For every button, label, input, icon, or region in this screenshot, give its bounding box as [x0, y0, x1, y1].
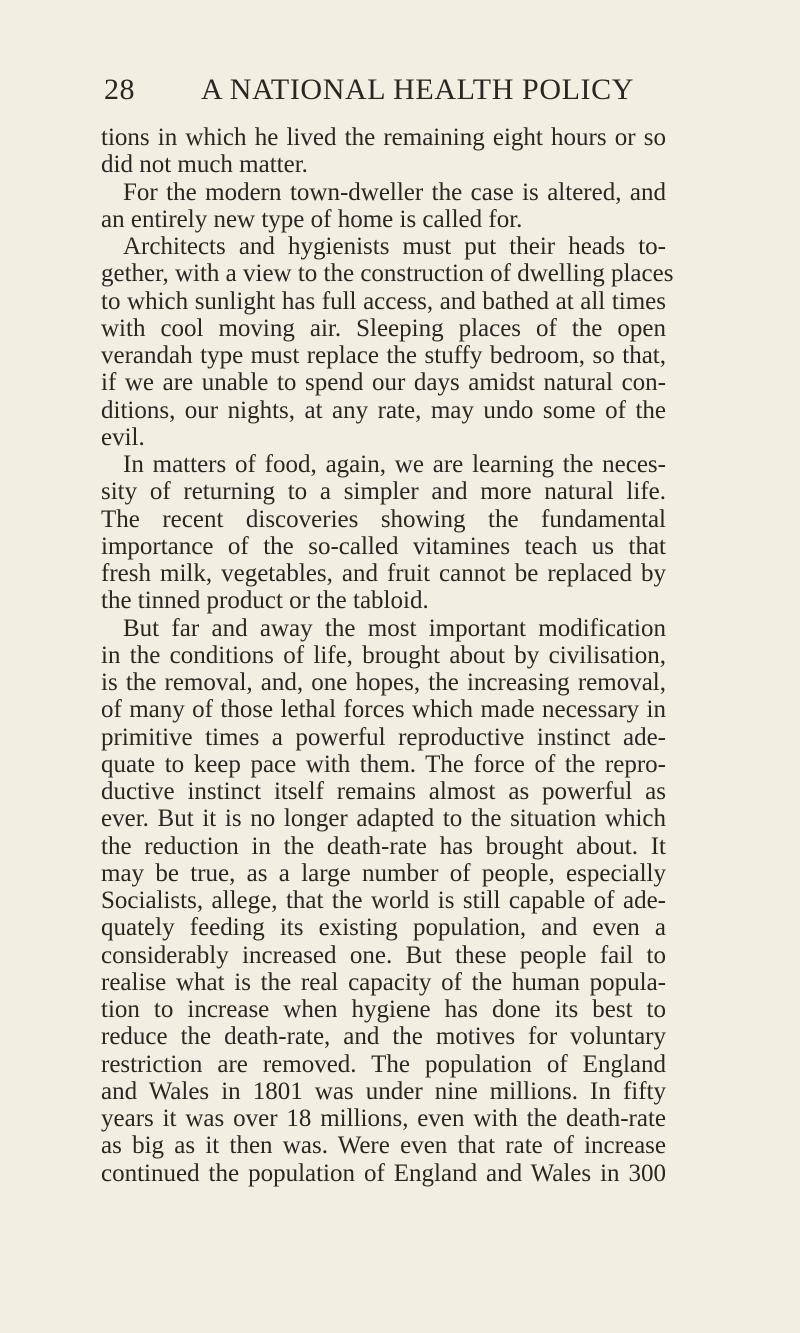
text-line: if we are unable to spend our days amidst natural con-	[101, 369, 666, 397]
text-line: to which sunlight has full access, and bathed at all times	[101, 287, 666, 315]
page-header	[104, 70, 664, 110]
text-line: evil.	[101, 423, 145, 451]
text-line: with cool moving air. Sleeping places of the open	[101, 314, 666, 342]
text-line: quate to keep pace with them. The force of the repro-	[101, 750, 666, 778]
text-line: did not much matter.	[101, 151, 308, 179]
text-line: in the conditions of life, brought about by civilisation,	[101, 641, 666, 669]
text-line: For the modern town-dweller the case is altered, and	[123, 178, 666, 206]
text-line: tion to increase when hygiene has done its best to	[101, 996, 666, 1023]
text-line: realise what is the real capacity of the human popula-	[101, 968, 666, 996]
text-line: considerably increased one. But these people fail to	[101, 941, 666, 969]
text-line: sity of returning to a simpler and more natural life.	[101, 478, 666, 506]
text-line: ever. But it is no longer adapted to the situation which	[101, 805, 666, 833]
text-line: Architects and hygienists must put their heads to-	[123, 233, 666, 260]
text-line: verandah type must replace the stuffy bedroom, so that,	[101, 342, 666, 369]
text-line: Socialists, allege, that the world is still capable of ade-	[101, 887, 666, 914]
text-line: fresh milk, vegetables, and fruit cannot be replaced by	[101, 560, 666, 587]
text-line: ductive instinct itself remains almost as powerful as	[101, 778, 666, 805]
text-line: may be true, as a large number of people, especially	[101, 859, 666, 887]
text-line: But far and away the most important modification	[123, 614, 666, 642]
text-line: continued the population of England and Wales in 300	[101, 1159, 666, 1187]
text-line: the tinned product or the tabloid.	[101, 587, 429, 615]
text-line: years it was over 18 millions, even with the death-rate	[101, 1105, 666, 1132]
text-line: primitive times a powerful reproductive instinct ade-	[101, 723, 666, 751]
text-line: gether, with a view to the construction of dwelling places	[101, 260, 674, 288]
text-line: reduce the death-rate, and the motives for voluntary	[101, 1023, 666, 1051]
text-line: restriction are removed. The population of England	[101, 1050, 666, 1078]
text-line: is the removal, and, one hopes, the increasing removal,	[101, 669, 666, 696]
running-head: A NATIONAL HEALTH POLICY	[201, 73, 634, 106]
text-line: ditions, our nights, at any rate, may undo some of the	[101, 396, 666, 424]
text-line: importance of the so-called vitamines teach us that	[101, 532, 666, 560]
text-line: tions in which he lived the remaining eight hours or so	[101, 124, 666, 151]
text-line: and Wales in 1801 was under nine millions. In fifty	[101, 1077, 666, 1105]
body-text	[101, 124, 674, 1187]
text-line: quately feeding its existing population, and even a	[101, 914, 666, 942]
page-number: 28	[104, 73, 135, 106]
text-line: The recent discoveries showing the fundamental	[101, 505, 666, 533]
text-line: In matters of food, again, we are learning the neces-	[123, 451, 666, 478]
text-line: as big as it then was. Were even that rate of increase	[101, 1132, 666, 1160]
text-line: the reduction in the death-rate has brought about. It	[101, 832, 666, 860]
text-line: an entirely new type of home is called for.	[101, 205, 523, 233]
text-line: of many of those lethal forces which made necessary in	[101, 696, 666, 724]
